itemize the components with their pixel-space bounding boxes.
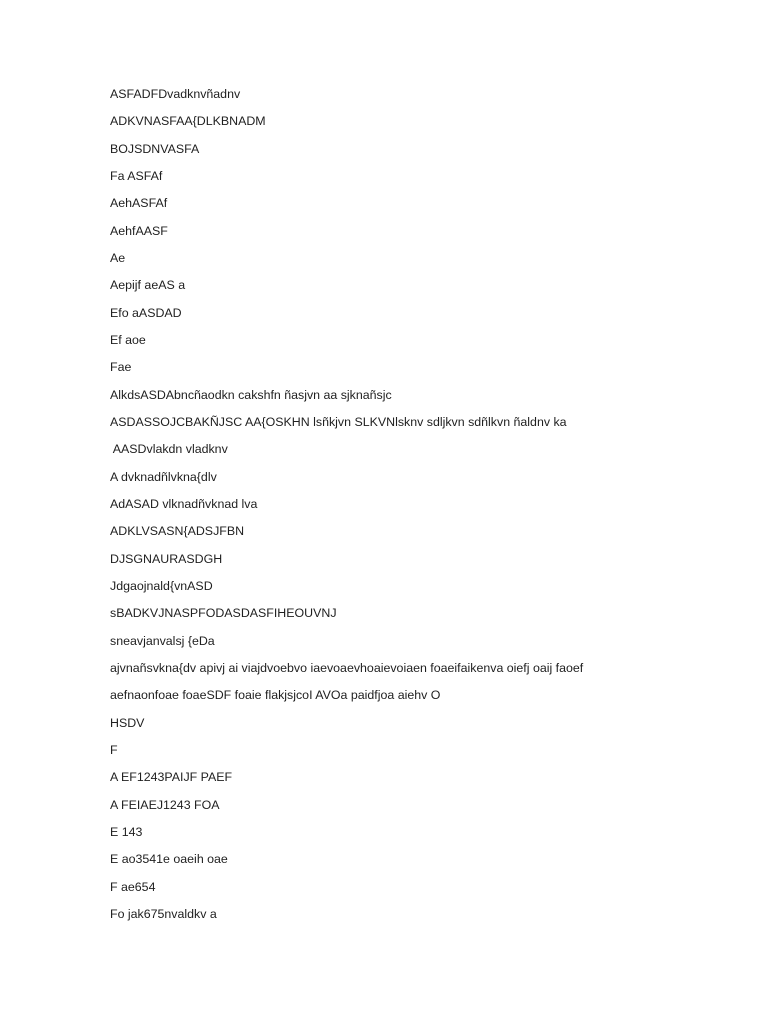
document-line: AdASAD vlknadñvknad lva bbox=[110, 496, 258, 511]
document-line: Fa ASFAf bbox=[110, 168, 163, 183]
document-line: ADKVNASFAA{DLKBNADM bbox=[110, 114, 266, 129]
document-line: Efo aASDAD bbox=[110, 305, 182, 320]
document-line: AASDvlakdn vladknv bbox=[110, 442, 228, 457]
document-line: Ae bbox=[110, 250, 126, 265]
document-line: Fo jak675nvaldkv a bbox=[110, 906, 217, 921]
document-line: E 143 bbox=[110, 824, 143, 839]
document-line: F bbox=[110, 742, 118, 757]
document-line: ajvnañsvkna{dv apivj ai viajdvoebvo iaevoaevhoaievoiaen foaeifaikenva oiefj oaij faoef bbox=[110, 660, 584, 675]
document-line: Fae bbox=[110, 360, 132, 375]
document-line: HSDV bbox=[110, 715, 145, 730]
document-line: F ae654 bbox=[110, 879, 156, 894]
document-line: Jdgaojnald{vnASD bbox=[110, 578, 213, 593]
document-line: Ef aoe bbox=[110, 332, 146, 347]
document-line: aefnaonfoae foaeSDF foaie flakjsjcoI AVOa paidfjoa aiehv O bbox=[110, 688, 441, 703]
document-line: E ao3541e oaeih oae bbox=[110, 852, 228, 867]
document-line: AehfAASF bbox=[110, 223, 168, 238]
document-line: Aepijf aeAS a bbox=[110, 278, 186, 293]
document-line: A FEIAEJ1243 FOA bbox=[110, 797, 220, 812]
document-line: AlkdsASDAbncñaodkn cakshfn ñasjvn aa sjknañsjc bbox=[110, 387, 392, 402]
document-line: ASFADFDvadknvñadnv bbox=[110, 87, 241, 101]
document-line: A EF1243PAIJF PAEF bbox=[110, 770, 233, 785]
document-line: ASDASSOJCBAKÑJSC AA{OSKHN lsñkjvn SLKVNlsknv sdljkvn sdñlkvn ñaldnv ka bbox=[110, 414, 567, 429]
document-line: AehASFAf bbox=[110, 196, 168, 211]
document-line: sBADKVJNASPFODASDASFIHEOUVNJ bbox=[110, 606, 337, 621]
document-line: sneavjanvalsj {eDa bbox=[110, 633, 215, 648]
document-line: DJSGNAURASDGH bbox=[110, 551, 223, 566]
document-line: ADKLVSASN{ADSJFBN bbox=[110, 524, 245, 539]
document-line: A dvknadñlvkna{dlv bbox=[110, 469, 217, 484]
document-line: BOJSDNVASFA bbox=[110, 141, 200, 156]
document-body bbox=[110, 86, 730, 933]
